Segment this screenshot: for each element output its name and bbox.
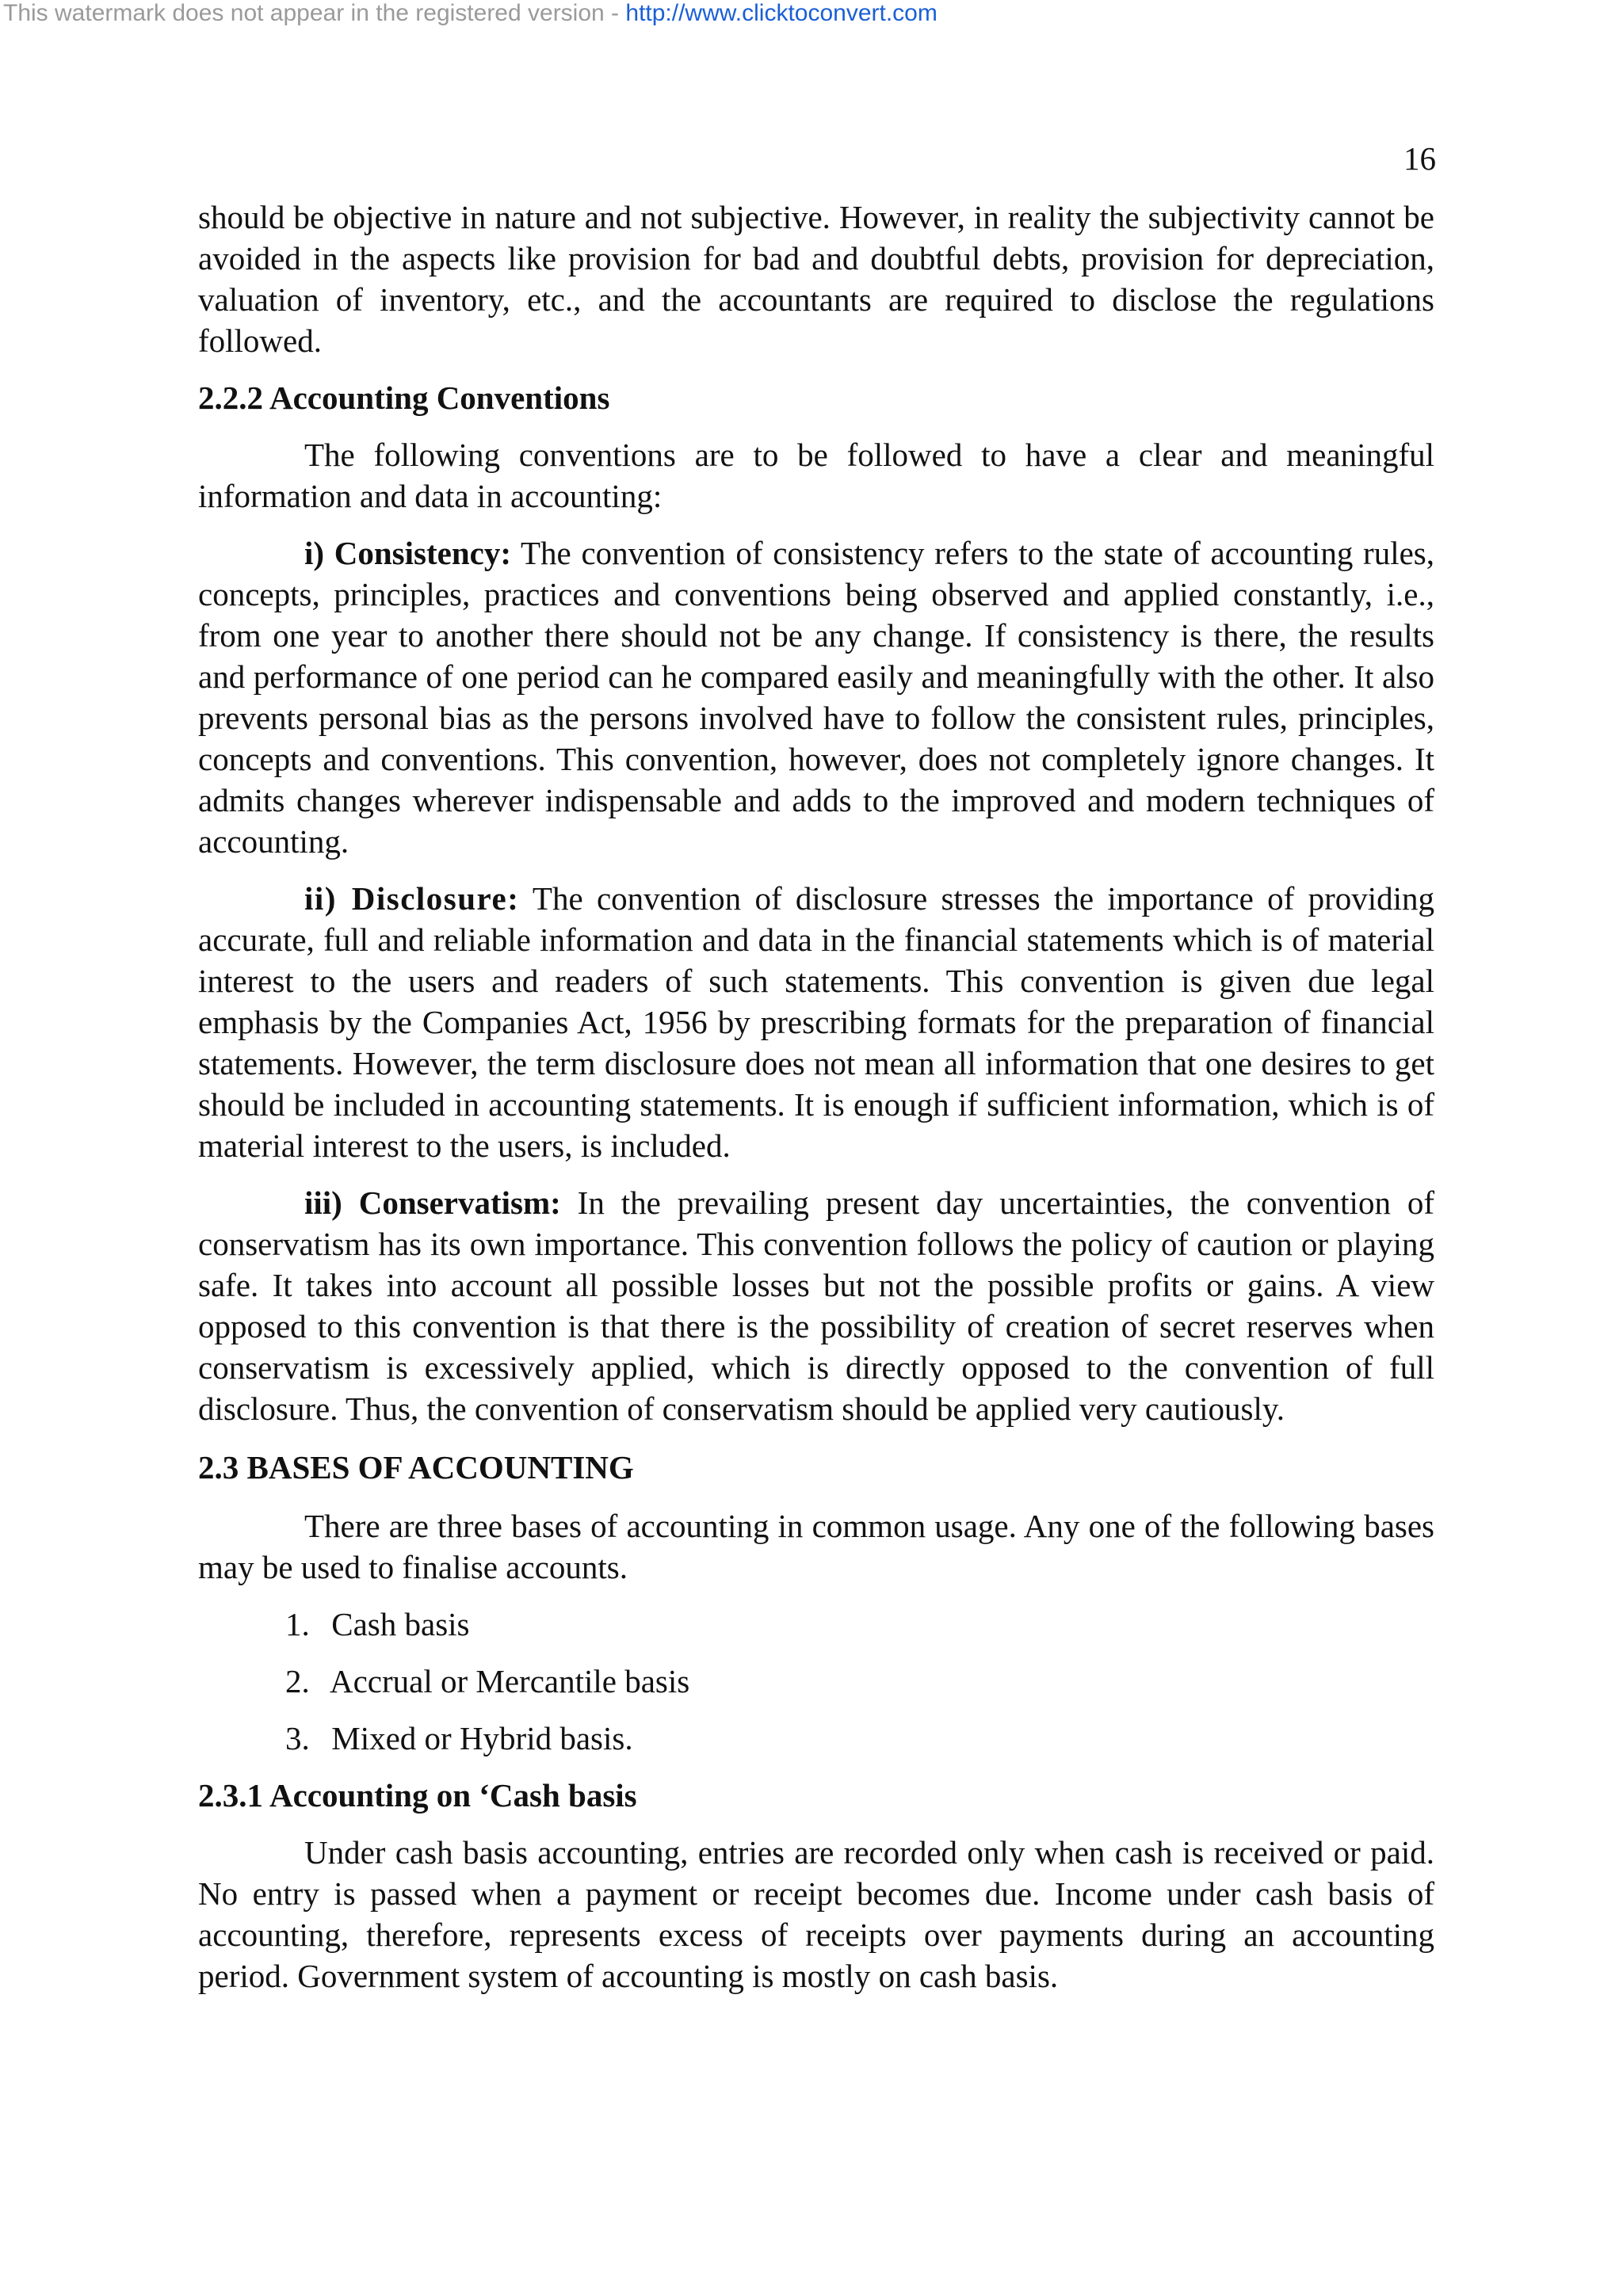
heading-accounting-conventions: 2.2.2 Accounting Conventions (198, 379, 610, 416)
list-item (198, 1604, 1434, 1645)
heading-bases-of-accounting: 2.3 BASES OF ACCOUNTING (198, 1449, 634, 1486)
bases-list (198, 1604, 1434, 1759)
disclosure-paragraph (198, 878, 1434, 1166)
conservatism-term: iii) Conservatism: (304, 1184, 561, 1221)
consistency-text: The convention of consistency refers to the state of accounting rules, concepts, principles, practices and conventions being observed and applied constantly, i.e., from one year to another there should not be any change. If consistency is there, the results and performance of one period can he compared easily and meaningfully with the other. It also prevents personal bias as the persons involved have to follow the consistent rules, principles, concepts and conventions. This convention, however, does not completely ignore changes. It admits changes wherever indispensable and adds to the improved and modern techniques of accounting. (198, 535, 1434, 860)
watermark-link[interactable]: http://www.clicktoconvert.com (625, 0, 938, 26)
list-item (198, 1718, 1434, 1759)
cash-basis-paragraph: Under cash basis accounting, entries are recorded only when cash is received or paid. No entry is passed when a payment or receipt becomes due. Income under cash basis of accounting, therefore, represents excess of receipts over payments during an accounting period. Government system of accounting is mostly on cash basis. (198, 1834, 1434, 1994)
watermark-banner (3, 0, 938, 27)
consistency-paragraph (198, 532, 1434, 862)
page-number: 16 (1403, 140, 1436, 177)
consistency-term: i) Consistency: (304, 535, 511, 571)
intro-paragraph: should be objective in nature and not subjective. However, in reality the subjectivity cannot be avoided in the aspects like provision for bad and doubtful debts, provision for depreciation, valuation of inventory, etc., and the accountants are required to disclose the regulations followed. (198, 199, 1434, 359)
page-content (198, 196, 1434, 2012)
list-item (198, 1661, 1434, 1702)
heading-cash-basis: 2.3.1 Accounting on ‘Cash basis (198, 1777, 637, 1814)
bases-intro: There are three bases of accounting in common usage. Any one of the following bases may be used to finalise accounts. (198, 1508, 1434, 1585)
disclosure-term: ii) Disclosure: (304, 880, 520, 917)
disclosure-text: The convention of disclosure stresses the importance of providing accurate, full and reliable information and data in the financial statements which is of material interest to the users and readers of such statements. This convention is given due legal emphasis by the Companies Act, 1956 by prescribing formats for the preparation of financial statements. However, the term disclosure does not mean all information that one desires to get should be included in accounting statements. It is enough if sufficient information, which is of material interest to the users, is included. (198, 880, 1435, 1164)
list-item-text: Mixed or Hybrid basis. (331, 1720, 633, 1756)
watermark-text: This watermark does not appear in the registered version - (3, 0, 626, 26)
list-item-text: Accrual or Mercantile basis (330, 1663, 690, 1699)
list-item-number: 1. (285, 1606, 310, 1642)
conventions-intro: The following conventions are to be followed to have a clear and meaningful information and data in accounting: (198, 437, 1434, 514)
conservatism-paragraph (198, 1182, 1434, 1429)
conservatism-text: In the prevailing present day uncertainties, the convention of conservatism has its own importance. This convention follows the policy of caution or playing safe. It takes into account all possible losses but not the possible profits or gains. A view opposed to this convention is that there is the possibility of creation of secret reserves when conservatism is excessively applied, which is directly opposed to the convention of full disclosure. Thus, the convention of conservatism should be applied very cautiously. (198, 1184, 1434, 1427)
list-item-number: 3. (285, 1720, 310, 1756)
list-item-number: 2. (285, 1663, 310, 1699)
list-item-text: Cash basis (331, 1606, 470, 1642)
